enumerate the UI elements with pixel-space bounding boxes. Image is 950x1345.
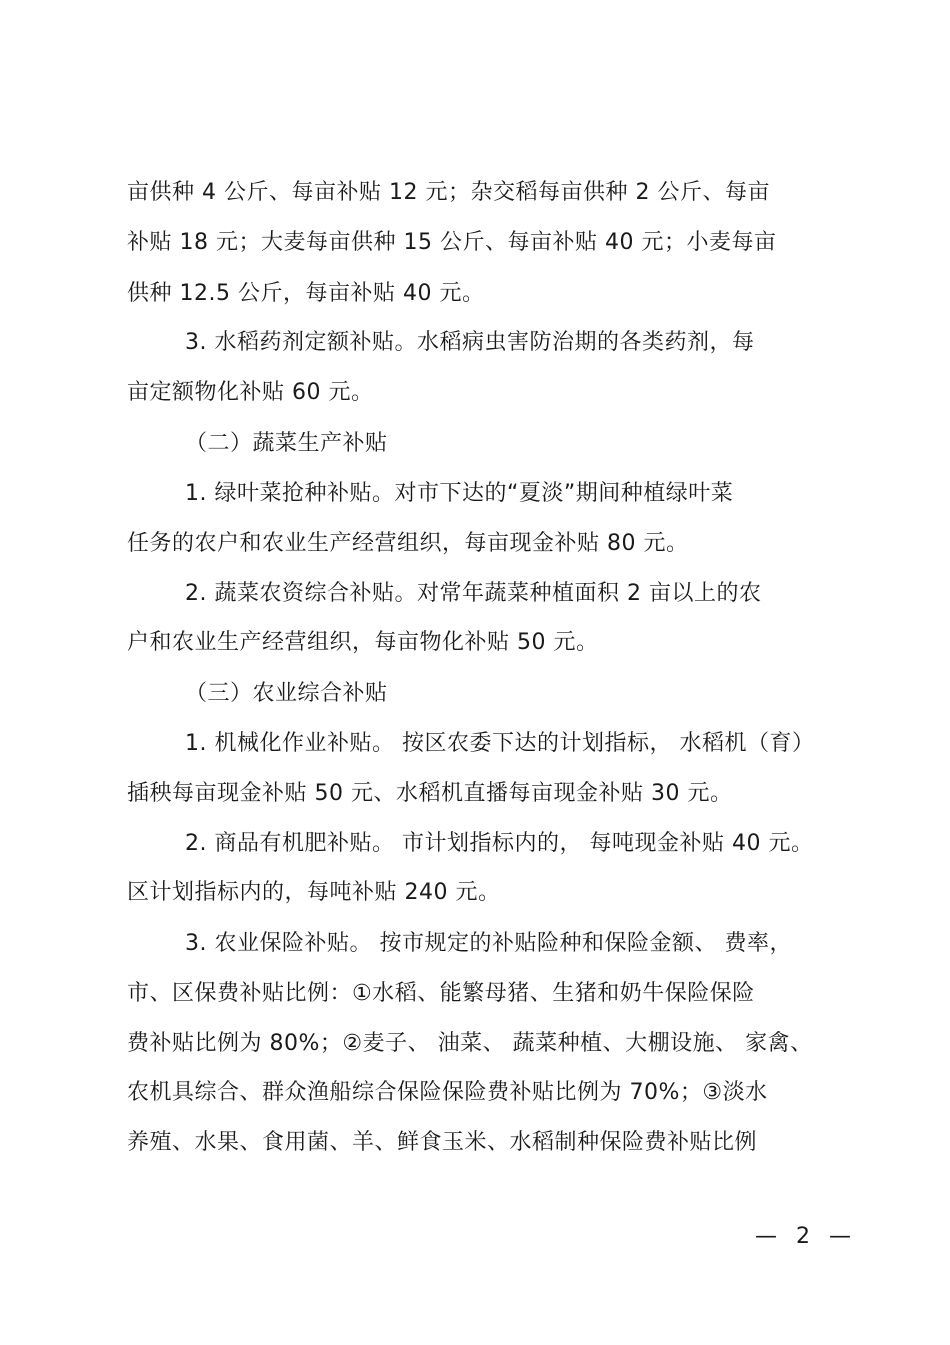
text-line-20: 养殖、水果、食用菌、羊、鲜食玉米、水稻制种保险费补贴比例 [127, 1130, 758, 1155]
text-line-19: 农机具综合、群众渔船综合保险保险费补贴比例为 70%；③淡水 [127, 1080, 768, 1105]
page-number: — 2 — [755, 1224, 857, 1249]
text-line-16: 3. 农业保险补贴。 按市规定的补贴险种和保险金额、 费率， [185, 931, 792, 956]
text-line-13: 插秧每亩现金补贴 50 元、水稻机直播每亩现金补贴 30 元。 [127, 781, 733, 806]
text-line-5: 亩定额物化补贴 60 元。 [127, 380, 374, 405]
text-line-10: 户和农业生产经营组织，每亩物化补贴 50 元。 [127, 630, 599, 655]
text-line-14: 2. 商品有机肥补贴。 市计划指标内的， 每吨现金补贴 40 元。 [185, 831, 814, 856]
text-line-2: 补贴 18 元；大麦每亩供种 15 公斤、每亩补贴 40 元；小麦每亩 [127, 230, 777, 255]
text-line-1: 亩供种 4 公斤、每亩补贴 12 元；杂交稻每亩供种 2 公斤、每亩 [127, 180, 770, 205]
text-line-18: 费补贴比例为 80%；②麦子、 油菜、 蔬菜种植、大棚设施、 家禽、 [127, 1031, 813, 1056]
text-line-12: 1. 机械化作业补贴。 按区农委下达的计划指标， 水稻机（育） [185, 731, 815, 756]
text-line-9: 2. 蔬菜农资综合补贴。对常年蔬菜种植面积 2 亩以上的农 [185, 581, 762, 606]
text-line-8: 任务的农户和农业生产经营组织，每亩现金补贴 80 元。 [127, 531, 689, 556]
text-line-7: 1. 绿叶菜抢种补贴。对市下达的“夏淡”期间种植绿叶菜 [185, 481, 734, 506]
text-line-17: 市、区保费补贴比例：①水稻、能繁母猪、生猪和奶牛保险保险 [127, 981, 755, 1006]
text-line-3: 供种 12.5 公斤，每亩补贴 40 元。 [127, 281, 485, 306]
section-heading-agriculture: （三）农业综合补贴 [185, 681, 388, 706]
text-line-4: 3. 水稻药剂定额补贴。水稻病虫害防治期的各类药剂，每 [185, 330, 755, 355]
section-heading-vegetables: （二）蔬菜生产补贴 [185, 431, 388, 456]
text-line-15: 区计划指标内的，每吨补贴 240 元。 [127, 880, 501, 905]
